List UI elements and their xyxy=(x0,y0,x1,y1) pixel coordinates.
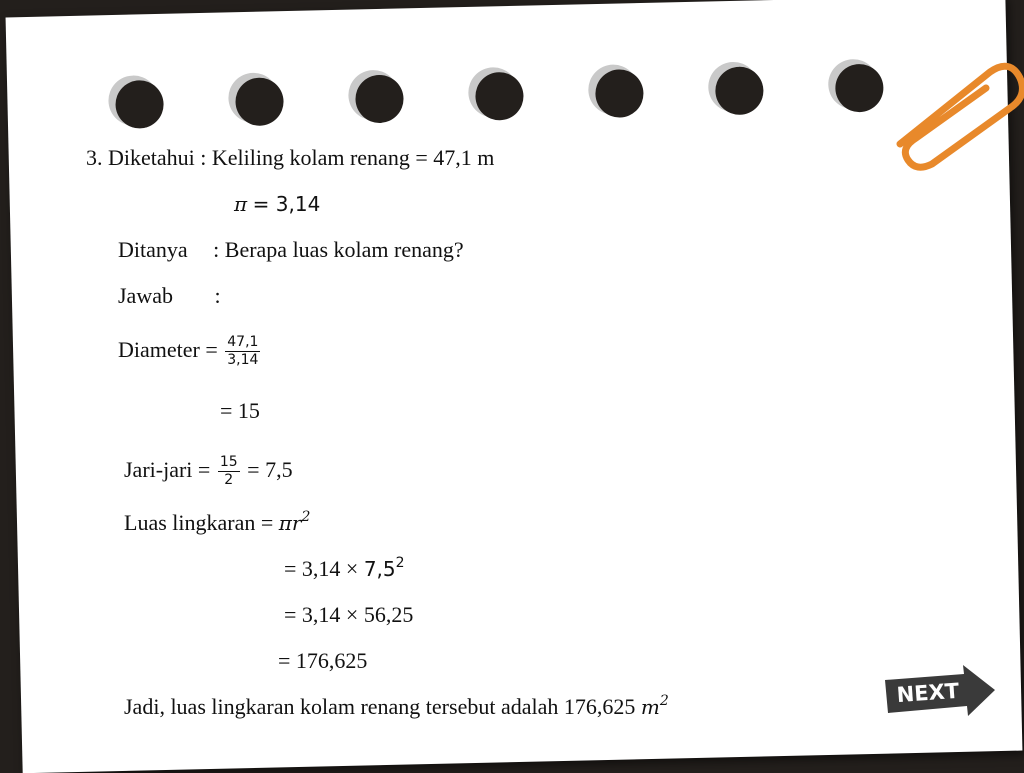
ditanya-label: Ditanya xyxy=(118,237,188,262)
step1-value: $7,5^2$ xyxy=(363,555,405,581)
pi-symbol: π xyxy=(234,192,248,216)
diameter-row xyxy=(118,330,262,370)
fraction-numerator: 47,1 xyxy=(227,334,259,351)
fraction-numerator: 15 xyxy=(219,454,238,471)
area-formula-row xyxy=(124,510,310,536)
radius-result: = 7,5 xyxy=(247,457,293,482)
diameter-result: = 15 xyxy=(220,398,260,423)
radius-row xyxy=(124,450,293,490)
next-label: NEXT xyxy=(895,678,960,708)
conclusion-text: Jadi, luas lingkaran kolam renang tersebut adalah 176,625 xyxy=(124,694,636,719)
pi-value: = 3,14 xyxy=(252,192,321,216)
diameter-label: Diameter = xyxy=(118,337,218,362)
ditanya-text: : Berapa luas kolam renang? xyxy=(213,237,464,262)
radius-label: Jari-jari = xyxy=(124,457,211,482)
diameter-fraction xyxy=(225,334,260,369)
area-formula: $\pi r^2$ xyxy=(278,509,311,535)
fraction-denominator: 3,14 xyxy=(227,352,259,369)
next-button[interactable] xyxy=(876,656,1004,728)
conclusion-unit: $m^2$ xyxy=(640,693,669,719)
jawab-colon: : xyxy=(214,283,221,308)
area-step-1 xyxy=(284,556,405,582)
area-label: Luas lingkaran = xyxy=(124,510,274,535)
answer-row xyxy=(118,283,221,309)
jawab-label: Jawab xyxy=(118,283,173,308)
area-step-3: = 176,625 xyxy=(278,648,368,673)
step1-prefix: = 3,14 × xyxy=(284,556,359,581)
known-circumference: 3. Diketahui : Keliling kolam renang = 47,1 m xyxy=(86,145,495,170)
radius-fraction xyxy=(218,454,240,489)
known-pi xyxy=(234,191,320,217)
question-row xyxy=(118,237,464,263)
fraction-denominator: 2 xyxy=(224,472,234,489)
conclusion xyxy=(124,694,669,720)
area-step-2: = 3,14 × 56,25 xyxy=(284,602,414,627)
